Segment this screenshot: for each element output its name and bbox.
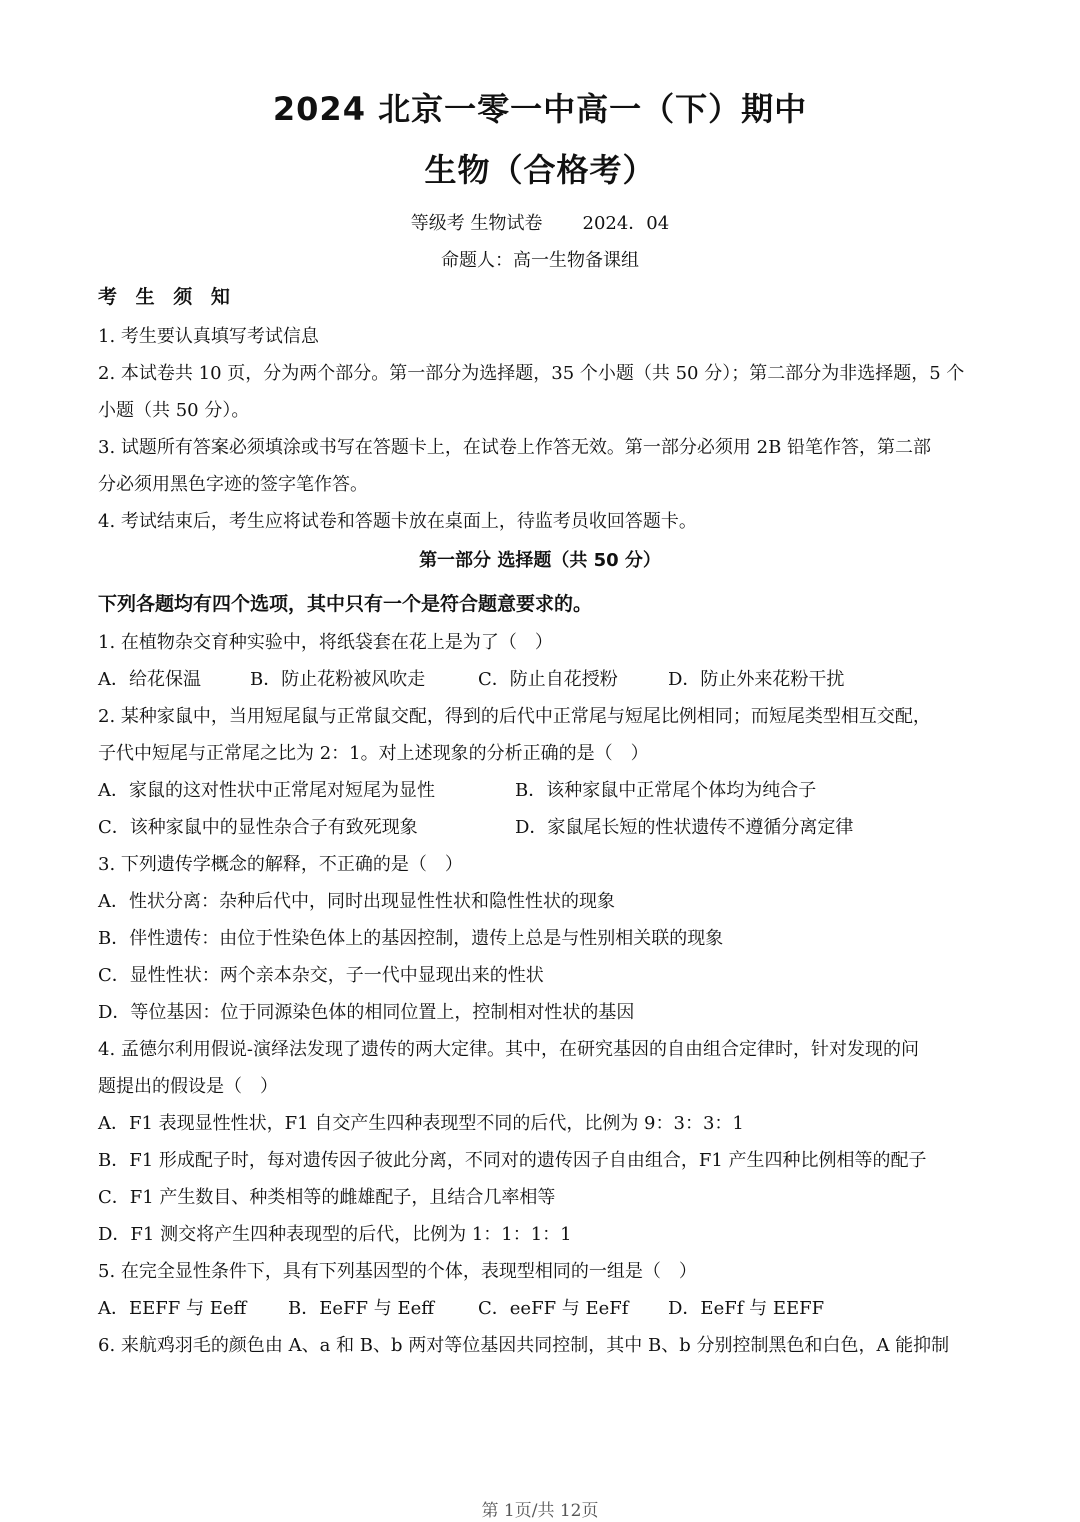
question-stem: 2. 某种家鼠中，当用短尾鼠与正常鼠交配，得到的后代中正常尾与短尾比例相同；而短尾类型相互交配， bbox=[98, 706, 931, 727]
notice-item: 4. 考试结束后，考生应将试卷和答题卡放在桌面上，待监考员收回答题卡。 bbox=[98, 511, 697, 532]
question-stem: 4. 孟德尔利用假说-演绎法发现了遗传的两大定律。其中，在研究基因的自由组合定律时，针对发现的问 bbox=[98, 1039, 919, 1060]
question-stem: 6. 来航鸡羽毛的颜色由 A、a 和 B、b 两对等位基因共同控制，其中 B、b 分别控制黑色和白色，A 能抑制 bbox=[98, 1335, 950, 1356]
exam-meta bbox=[0, 209, 1080, 235]
option-c: C．F1 产生数目、种类相等的雌雄配子，且结合几率相等 bbox=[98, 1187, 556, 1208]
page-number: 第 1页/共 12页 bbox=[481, 1501, 599, 1521]
question-stem: 3. 下列遗传学概念的解释，不正确的是（ ） bbox=[98, 854, 463, 875]
notice-item: 分必须用黑色字迹的签字笔作答。 bbox=[98, 474, 368, 495]
option-c: C．该种家鼠中的显性杂合子有致死现象 bbox=[98, 817, 418, 838]
option-a: A．家鼠的这对性状中正常尾对短尾为显性 bbox=[98, 780, 435, 801]
question-stem: 题提出的假设是（ ） bbox=[98, 1076, 278, 1097]
option-a: A．给花保温 bbox=[98, 669, 201, 690]
notice-item: 3. 试题所有答案必须填涂或书写在答题卡上，在试卷上作答无效。第一部分必须用 2B 铅笔作答，第二部 bbox=[98, 437, 932, 458]
notice-item: 1. 考生要认真填写考试信息 bbox=[98, 326, 319, 347]
option-d: D．等位基因：位于同源染色体的相同位置上，控制相对性状的基因 bbox=[98, 1002, 635, 1023]
option-d: D．防止外来花粉干扰 bbox=[668, 669, 845, 690]
section-instruction: 下列各题均有四个选项，其中只有一个是符合题意要求的。 bbox=[98, 593, 593, 615]
option-b: B．F1 形成配子时，每对遗传因子彼此分离，不同对的遗传因子自由组合，F1 产生四种比例相等的配子 bbox=[98, 1150, 927, 1171]
option-a: A．EEFF 与 Eeff bbox=[98, 1298, 247, 1319]
section-heading: 第一部分 选择题（共 50 分） bbox=[419, 550, 661, 571]
option-c: C．eeFF 与 EeFf bbox=[478, 1298, 629, 1319]
option-d: D．EeFf 与 EEFF bbox=[668, 1298, 825, 1319]
option-b: B．EeFF 与 Eeff bbox=[288, 1298, 435, 1319]
notice-item: 2. 本试卷共 10 页，分为两个部分。第一部分为选择题，35 个小题（共 50 分）；第二部分为非选择题，5 个 bbox=[98, 363, 965, 384]
notice-heading: 考 生 须 知 bbox=[98, 286, 236, 308]
option-c: C．防止自花授粉 bbox=[478, 669, 618, 690]
exam-subtitle: 生物（合格考） bbox=[424, 151, 656, 189]
exam-title: 2024 北京一零一中高一（下）期中 bbox=[272, 90, 808, 128]
notice-item: 小题（共 50 分）。 bbox=[98, 400, 250, 421]
option-a: A．性状分离：杂种后代中，同时出现显性性状和隐性性状的现象 bbox=[98, 891, 615, 912]
exam-type: 等级考 生物试卷 bbox=[410, 213, 543, 234]
exam-author: 命题人：高一生物备课组 bbox=[441, 250, 639, 271]
option-d: D．家鼠尾长短的性状遗传不遵循分离定律 bbox=[515, 817, 854, 838]
question-stem: 5. 在完全显性条件下，具有下列基因型的个体，表现型相同的一组是（ ） bbox=[98, 1261, 697, 1282]
question-stem: 子代中短尾与正常尾之比为 2：1。对上述现象的分析正确的是（ ） bbox=[98, 743, 649, 764]
question-stem: 1. 在植物杂交育种实验中，将纸袋套在花上是为了（ ） bbox=[98, 632, 553, 653]
option-d: D．F1 测交将产生四种表现型的后代，比例为 1：1：1：1 bbox=[98, 1224, 572, 1245]
option-b: B．伴性遗传：由位于性染色体上的基因控制，遗传上总是与性别相关联的现象 bbox=[98, 928, 724, 949]
exam-date: 2024．04 bbox=[582, 213, 670, 234]
option-c: C．显性性状：两个亲本杂交，子一代中显现出来的性状 bbox=[98, 965, 544, 986]
option-a: A．F1 表现显性性状，F1 自交产生四种表现型不同的后代，比例为 9：3：3：1 bbox=[98, 1113, 744, 1134]
option-b: B．防止花粉被风吹走 bbox=[250, 669, 426, 690]
option-b: B．该种家鼠中正常尾个体均为纯合子 bbox=[515, 780, 817, 801]
